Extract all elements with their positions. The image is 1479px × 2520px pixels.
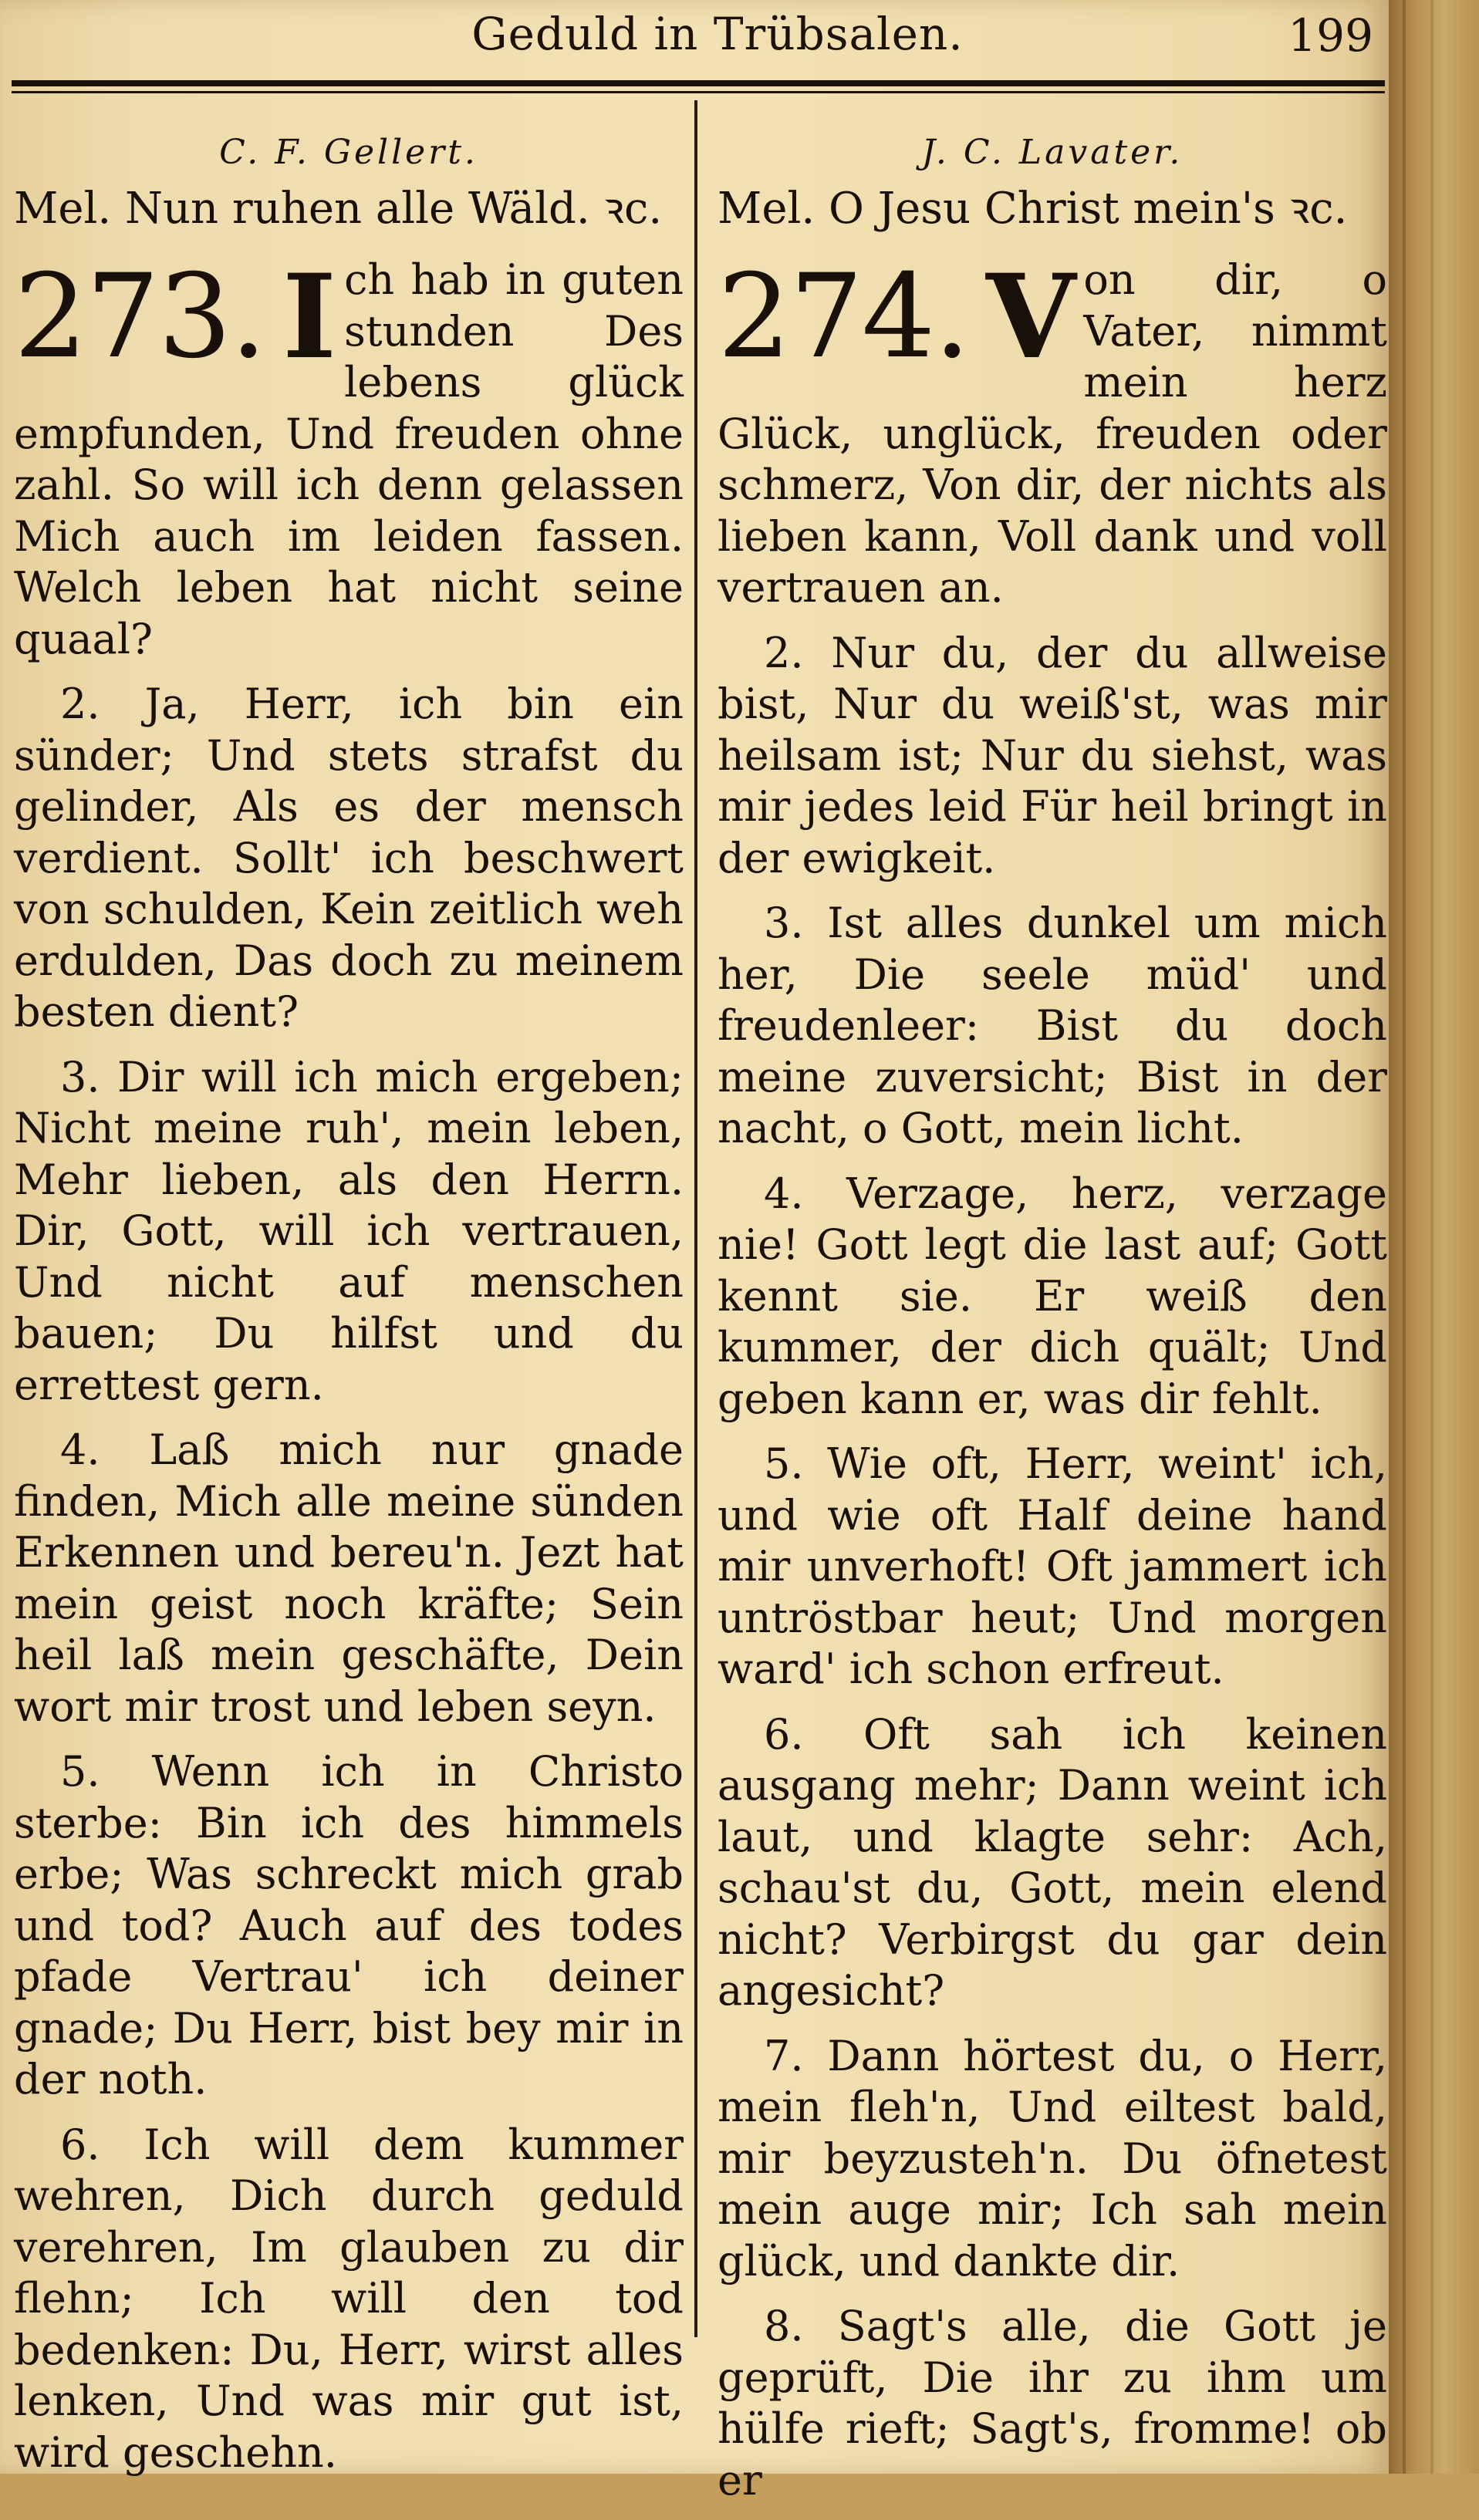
edge-shadow-line xyxy=(1403,0,1406,2474)
hymn-274-stanza-7-text: 7. Dann hörtest du, o Herr, mein fleh'n, Und eiltest bald, mir beyzusteh'n. Du öfnetest mein auge mir; Ich sah mein glück, und dankte dir. xyxy=(718,2031,1387,2286)
hymn-274-stanza-8-text: 8. Sagt's alle, die Gott je geprüft, Die ihr zu ihm um hülfe rieft; Sagt's, fromme! ob er xyxy=(718,2302,1387,2505)
hymn-273-melody: Mel. Nun ruhen alle Wäld. ꝛc. xyxy=(14,184,663,234)
hymn-273-stanza-3-text: 3. Dir will ich mich ergeben; Nicht meine ruh', mein leben, Mehr lieben, als den Herrn. Dir, Gott, will ich vertrauen, Und nicht auf menschen bauen; Du hilfst und du errettest gern. xyxy=(14,1052,684,1409)
hymn-274-stanza-8 xyxy=(718,2301,1387,2506)
edge-shadow-line xyxy=(1430,0,1433,2474)
hymn-273-stanza-6 xyxy=(14,2120,684,2479)
hymn-274-stanza-2 xyxy=(718,628,1387,885)
page-edge xyxy=(1389,0,1479,2474)
hymn-273-stanza-2 xyxy=(14,679,684,1038)
hymn-273-stanza-6-text: 6. Ich will dem kummer wehren, Dich durch geduld verehren, Im glauben zu dir flehn; Ich will den tod bedenken: Du, Herr, wirst alles lenken, Und was mir gut ist, wird geschehn. xyxy=(14,2120,684,2477)
hymn-273-stanza-1-text: ch hab in guten stunden Des lebens glück empfunden, Und freuden ohne zahl. So will ich denn gelassen Mich auch im leiden fassen. Welch leben hat nicht seine quaal? xyxy=(14,255,684,663)
hymn-273-stanza-4 xyxy=(14,1425,684,1732)
page-number: 199 xyxy=(1288,9,1373,62)
hymn-274-stanza-6 xyxy=(718,1709,1387,2017)
left-column xyxy=(14,130,684,2492)
hymn-274-number: 274. xyxy=(718,250,969,384)
hymn-274-stanza-1-text: on dir, o Vater, nimmt mein herz Glück, unglück, freuden oder schmerz, Von dir, der nichts als lieben kann, Voll dank und voll vertrauen an. xyxy=(718,255,1387,612)
hymn-273-author: C. F. Gellert. xyxy=(219,133,478,172)
hymn-274-stanza-4-text: 4. Verzage, herz, verzage nie! Gott legt die last auf; Gott kennt sie. Er weiß den kummer, der dich quält; Und geben kann er, was dir fehlt. xyxy=(718,1169,1387,1423)
header-rule-thick xyxy=(12,80,1385,86)
hymn-274-stanza-5 xyxy=(718,1439,1387,1695)
hymn-274-stanza-7 xyxy=(718,2031,1387,2288)
hymn-274-author: J. C. Lavater. xyxy=(921,133,1184,172)
hymn-273-stanza-2-text: 2. Ja, Herr, ich bin ein sünder; Und stets strafst du gelinder, Als es der mensch verdient. Sollt' ich beschwert von schulden, Kein zeitlich weh erdulden, Das doch zu meinem besten dient? xyxy=(14,680,684,1036)
hymn-274-stanza-1 xyxy=(718,249,1387,614)
hymn-274-stanza-3-text: 3. Ist alles dunkel um mich her, Die seele müd' und freudenleer: Bist du doch meine zuversicht; Bist in der nacht, o Gott, mein licht. xyxy=(718,899,1387,1152)
hymn-273-stanza-4-text: 4. Laß mich nur gnade finden, Mich alle meine sünden Erkennen und bereu'n. Jezt hat mein geist noch kräfte; Sein heil laß mein geschäfte, Dein wort mir trost und leben seyn. xyxy=(14,1425,684,1731)
hymn-274-stanza-3 xyxy=(718,898,1387,1155)
column-divider xyxy=(694,100,697,2337)
hymn-273-number: 273. xyxy=(14,250,265,384)
hymn-274-stanza-6-text: 6. Oft sah ich keinen ausgang mehr; Dann weint ich laut, und klagte sehr: Ach, schau'st du, Gott, mein elend nicht? Verbirgst du gar dein angesicht? xyxy=(718,1709,1387,2015)
running-title: Geduld in Trübsalen. xyxy=(471,8,964,60)
hymn-273-stanza-3 xyxy=(14,1052,684,1412)
hymn-274-melody: Mel. O Jesu Christ mein's ꝛc. xyxy=(718,184,1348,234)
hymn-274-stanza-4 xyxy=(718,1169,1387,1425)
hymn-273-stanza-5 xyxy=(14,1746,684,2106)
header-rule-thin xyxy=(12,91,1385,93)
hymn-274-stanza-2-text: 2. Nur du, der du allweise bist, Nur du weiß'st, was mir heilsam ist; Nur du siehst, was mir jedes leid Für heil bringt in der ewigkeit. xyxy=(718,628,1387,882)
hymn-273-stanza-5-text: 5. Wenn ich in Christo sterbe: Bin ich des himmels erbe; Was schreckt mich grab und tod? Auch auf des todes pfade Vertrau' ich deiner gnade; Du Herr, bist bey mir in der noth. xyxy=(14,1747,684,2103)
hymn-273-initial: I xyxy=(282,249,337,385)
right-column xyxy=(718,130,1387,2520)
hymn-274-initial: V xyxy=(985,249,1076,385)
hymn-273-stanza-1 xyxy=(14,249,684,665)
hymn-274-stanza-5-text: 5. Wie oft, Herr, weint' ich, und wie oft Half deine hand mir unverhoft! Oft jammert ich untröstbar heut; Und morgen ward' ich schon erfreut. xyxy=(718,1439,1387,1693)
